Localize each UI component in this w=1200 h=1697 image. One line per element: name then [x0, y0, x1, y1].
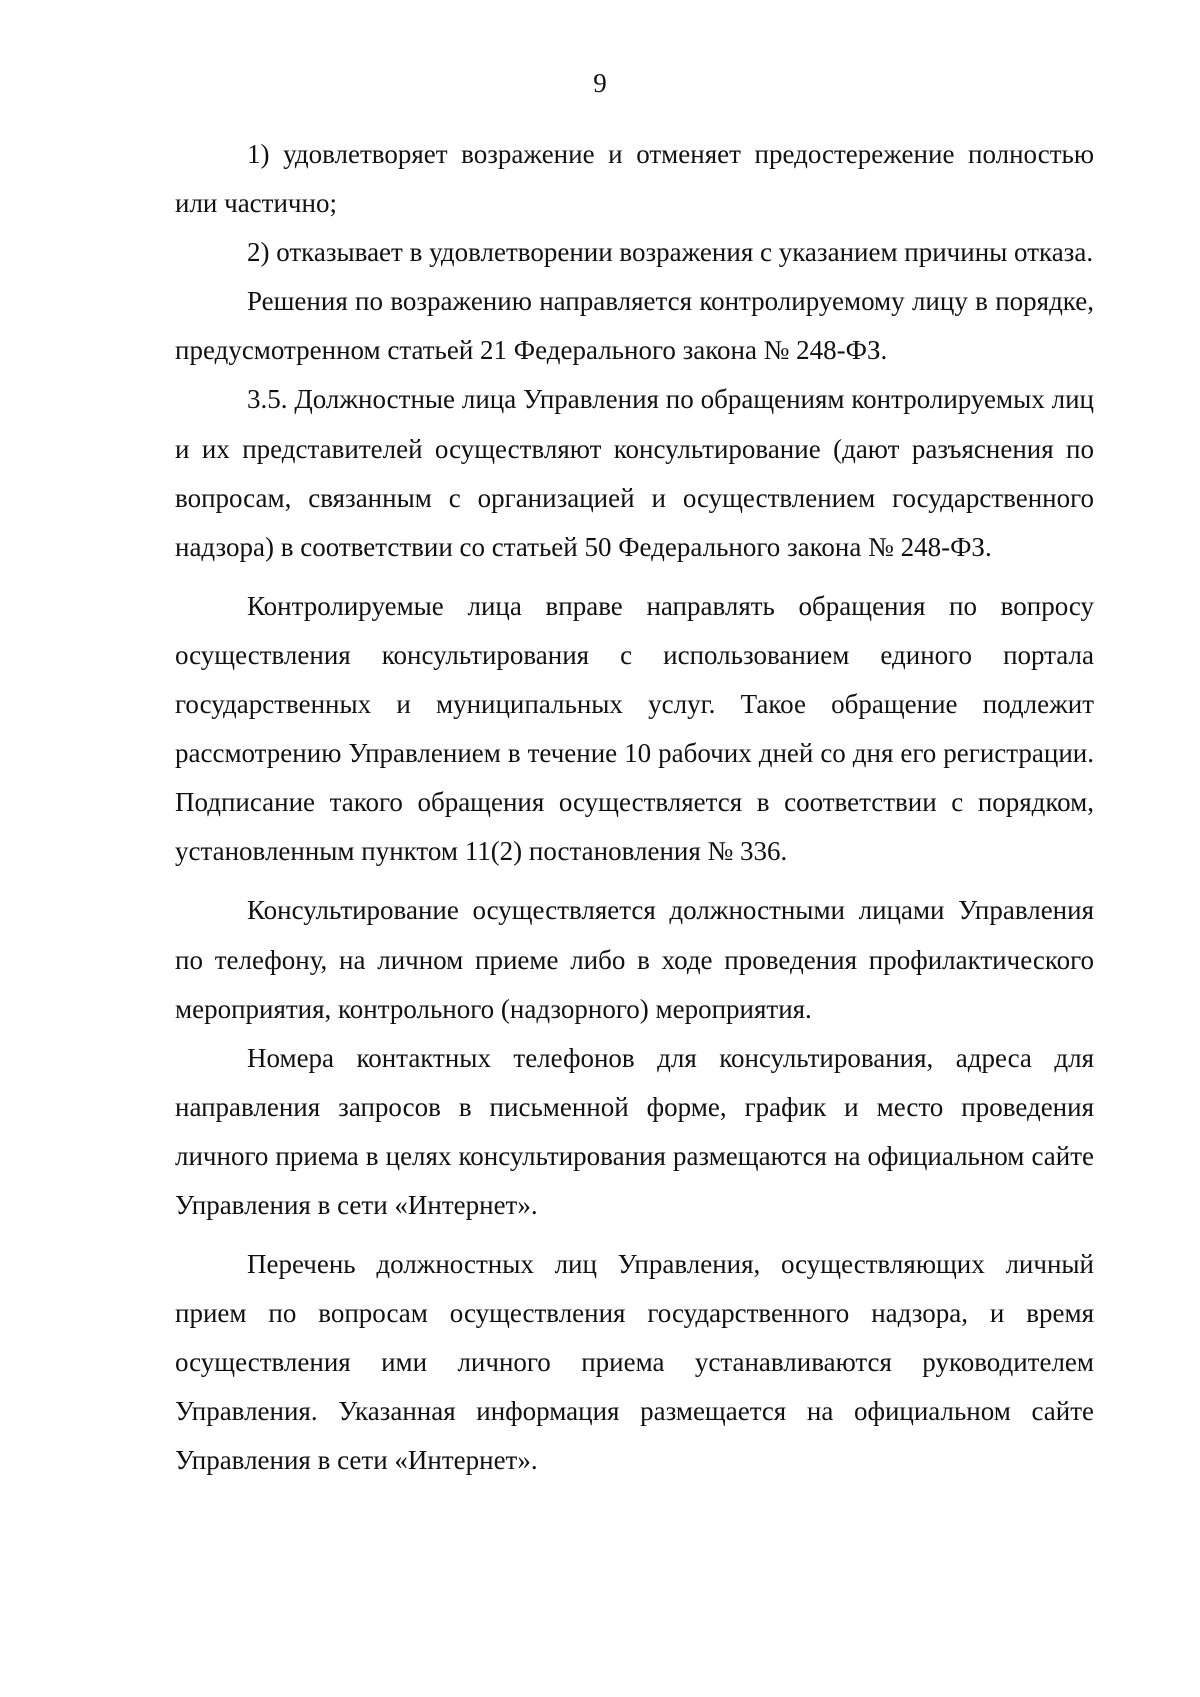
- paragraph-consulting-methods: Консультирование осуществляется должностными лицами Управления по телефону, на личном приеме либо в ходе проведения профилактического мероприятия, контрольного (надзорного) мероприятия.: [175, 895, 1094, 1024]
- paragraph-contact-info: Номера контактных телефонов для консультирования, адреса для направления запросов в письменной форме, график и место проведения личного приема в целях консультирования размещаются на официальном сайте Управления в сети «Интернет».: [175, 1042, 1094, 1220]
- paragraph-item-2: 2) отказывает в удовлетворении возражения с указанием причины отказа.: [247, 237, 1094, 268]
- paragraph-portal-requests: Контролируемые лица вправе направлять обращения по вопросу осуществления консультирования с использованием единого портала государственных и муниципальных услуг. Такое обращение подлежит рассмотрению Управлением в течение 10 рабочих дней со дня его регистрации. Подписание такого обращения осуществляется в соответствии с порядком, установленным пунктом 11(2) постановления № 336.: [175, 590, 1094, 867]
- page-number: 9: [593, 68, 607, 98]
- document-body: [175, 130, 1094, 1486]
- paragraph-item-1: 1) удовлетворяет возражение и отменяет предостережение полностью или частично;: [175, 139, 1094, 219]
- paragraph-section-3-5: 3.5. Должностные лица Управления по обращениям контролируемых лиц и их представителей осуществляют консультирование (дают разъяснения по вопросам, связанным с организацией и осуществлением государственного надзора) в соответствии со статьей 50 Федерального закона № 248-ФЗ.: [175, 384, 1094, 562]
- paragraph-officials-list: Перечень должностных лиц Управления, осуществляющих личный прием по вопросам осуществления государственного надзора, и время осуществления ими личного приема устанавливаются руководителем Управления. Указанная информация размещается на официальном сайте Управления в сети «Интернет».: [175, 1249, 1094, 1476]
- paragraph-decision-notice: Решения по возражению направляется контролируемому лицу в порядке, предусмотренном статьей 21 Федерального закона № 248-ФЗ.: [175, 286, 1094, 366]
